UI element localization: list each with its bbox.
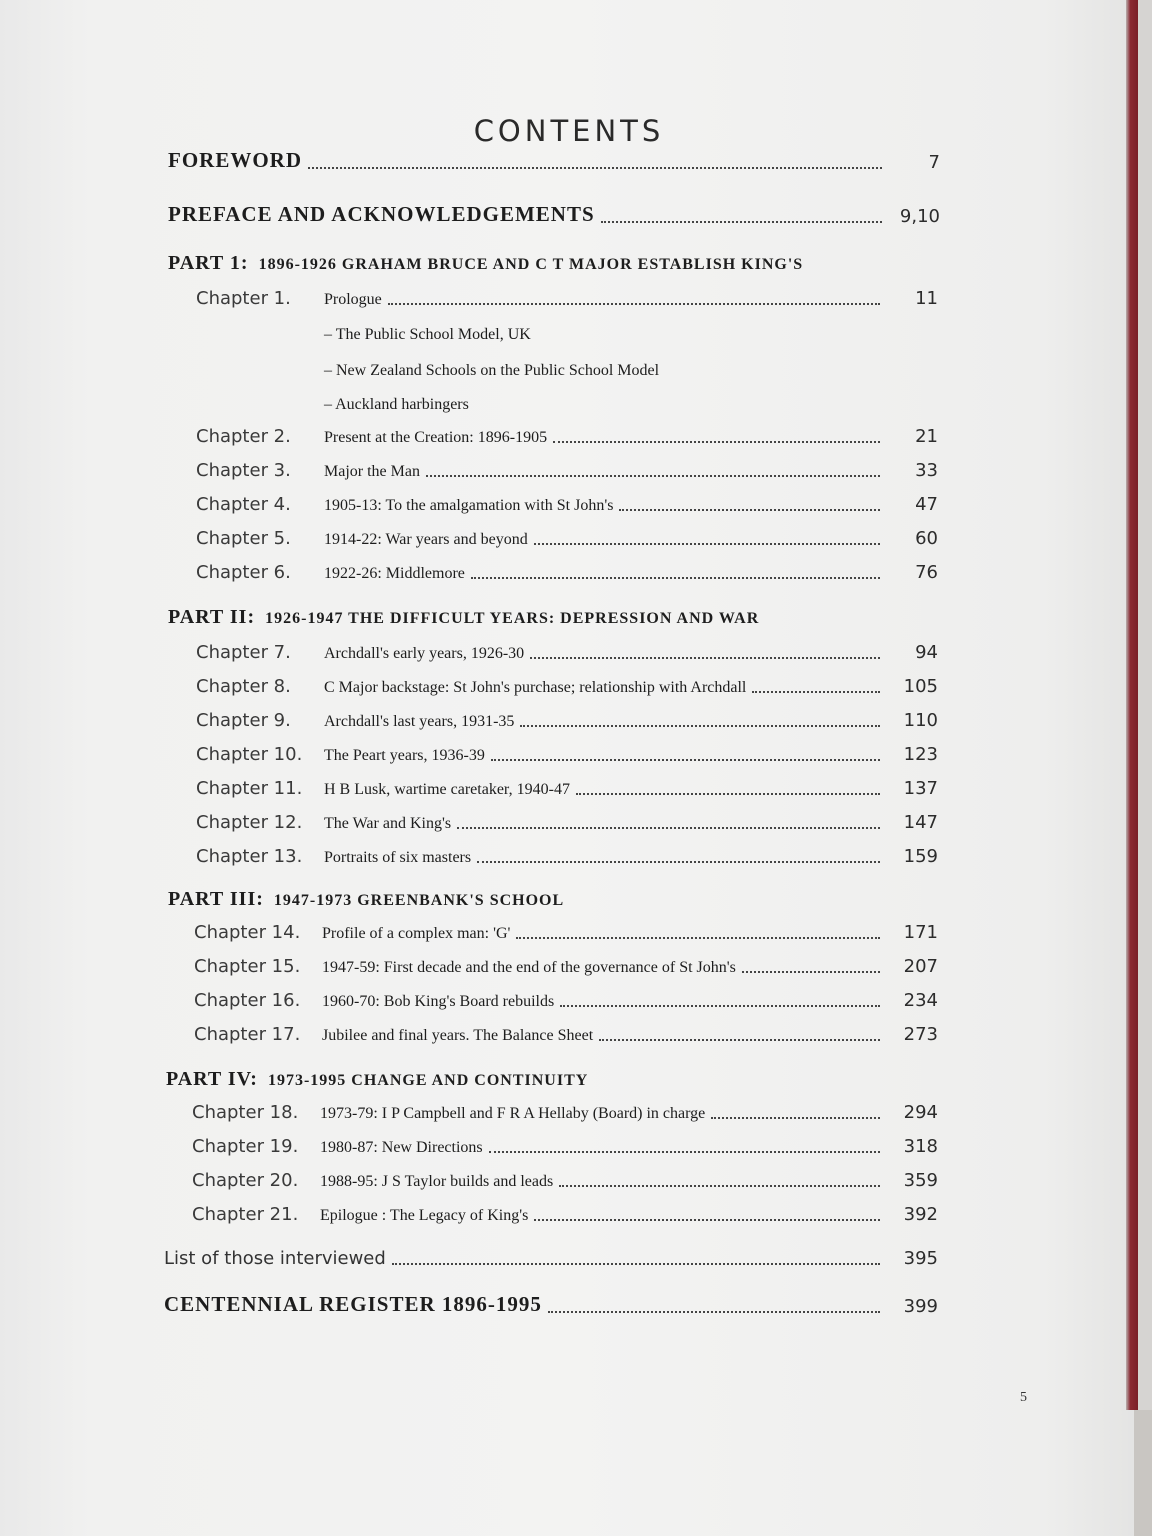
- chapter-label: Chapter 17.: [194, 1024, 301, 1045]
- chapter-label: Chapter 3.: [196, 460, 291, 481]
- chapter-title: H B Lusk, wartime caretaker, 1940-47: [324, 781, 570, 798]
- chapter-title: 1960-70: Bob King's Board rebuilds: [322, 993, 555, 1010]
- chapter-title: 1905-13: To the amalgamation with St John's: [324, 497, 614, 514]
- folio-page-number: 5: [1020, 1390, 1027, 1405]
- dot-leader: [489, 1151, 880, 1153]
- chapter-title: Archdall's early years, 1926-30: [324, 645, 525, 662]
- chapter-row: [196, 778, 938, 799]
- toc-page-number: 21: [915, 426, 938, 447]
- chapter-row: [192, 1102, 938, 1123]
- part-heading: [168, 606, 759, 629]
- chapter-title: Present at the Creation: 1896-1905: [324, 429, 548, 446]
- book-cover-edge: [1126, 0, 1138, 1410]
- chapter-title: 1973-79: I P Campbell and F R A Hellaby (Board) in charge: [320, 1105, 706, 1122]
- toc-entry-title: PREFACE AND ACKNOWLEDGEMENTS: [168, 202, 595, 226]
- toc-page-number: 234: [903, 990, 938, 1011]
- dot-leader: [477, 861, 880, 863]
- toc-page-number: 47: [915, 494, 938, 515]
- toc-page-number: 9,10: [899, 206, 940, 227]
- chapter-title: 1922-26: Middlemore: [324, 565, 465, 582]
- chapter-row: [196, 494, 938, 515]
- chapter-title: Portraits of six masters: [324, 849, 472, 866]
- part-label: PART IV:: [166, 1068, 258, 1090]
- toc-page-number: 105: [903, 676, 938, 697]
- chapter-label: Chapter 4.: [196, 494, 291, 515]
- chapter-title: The Peart years, 1936-39: [324, 747, 485, 764]
- dot-leader: [534, 1219, 880, 1221]
- dot-leader: [530, 657, 880, 659]
- chapter-row: [196, 812, 938, 833]
- chapter-row: [192, 1204, 938, 1225]
- chapter-label: Chapter 8.: [196, 676, 291, 697]
- part-title: 1973-1995 CHANGE AND CONTINUITY: [267, 1072, 589, 1089]
- dot-leader: [711, 1117, 880, 1119]
- chapter-row: [196, 426, 938, 447]
- toc-page-number: 273: [903, 1024, 938, 1045]
- chapter-row: [196, 642, 938, 663]
- dot-leader: [553, 441, 880, 443]
- chapter-subsection: – New Zealand Schools on the Public School Model: [324, 362, 660, 379]
- chapter-row: [194, 1024, 938, 1045]
- part-label: PART III:: [168, 888, 264, 910]
- chapter-title: Archdall's last years, 1931-35: [324, 713, 515, 730]
- toc-page-number: 76: [915, 562, 938, 583]
- dot-leader: [619, 509, 880, 511]
- chapter-subsection: – The Public School Model, UK: [324, 326, 531, 343]
- dot-leader: [560, 1005, 880, 1007]
- chapter-label: Chapter 19.: [192, 1136, 299, 1157]
- chapter-row: [196, 846, 938, 867]
- toc-page-number: 137: [903, 778, 938, 799]
- toc-page-number: 207: [903, 956, 938, 977]
- chapter-row: [196, 528, 938, 549]
- toc-register: [164, 1292, 938, 1317]
- chapter-title: Prologue: [324, 291, 382, 308]
- part-heading: [166, 1068, 588, 1091]
- chapter-label: Chapter 6.: [196, 562, 291, 583]
- chapter-row: [192, 1170, 938, 1191]
- dot-leader: [491, 759, 880, 761]
- chapter-title: Epilogue : The Legacy of King's: [320, 1207, 529, 1224]
- dot-leader: [426, 475, 880, 477]
- toc-page-number: 33: [915, 460, 938, 481]
- part-label: PART II:: [168, 606, 256, 628]
- chapter-title: Profile of a complex man: 'G': [322, 925, 511, 942]
- toc-page-number: 7: [928, 152, 940, 173]
- chapter-label: Chapter 7.: [196, 642, 291, 663]
- dot-leader: [392, 1263, 880, 1265]
- toc-preface: [168, 202, 940, 227]
- toc-page-number: 110: [903, 710, 938, 731]
- part-heading: [168, 888, 564, 911]
- chapter-row: [194, 990, 938, 1011]
- chapter-label: Chapter 14.: [194, 922, 301, 943]
- chapter-row: [196, 676, 938, 697]
- dot-leader: [308, 167, 882, 169]
- chapter-row: [194, 956, 938, 977]
- dot-leader: [516, 937, 880, 939]
- dot-leader: [388, 303, 880, 305]
- dot-leader: [520, 725, 880, 727]
- toc-page-number: 171: [903, 922, 938, 943]
- chapter-label: Chapter 16.: [194, 990, 301, 1011]
- chapter-row: [194, 922, 938, 943]
- part-title: 1947-1973 GREENBANK'S SCHOOL: [273, 892, 565, 909]
- dot-leader: [752, 691, 880, 693]
- chapter-label: Chapter 2.: [196, 426, 291, 447]
- chapter-label: Chapter 18.: [192, 1102, 299, 1123]
- chapter-label: Chapter 10.: [196, 744, 303, 765]
- chapter-row: [196, 460, 938, 481]
- chapter-row: [196, 710, 938, 731]
- chapter-subsection: – Auckland harbingers: [324, 396, 469, 413]
- dot-leader: [599, 1039, 880, 1041]
- chapter-label: Chapter 13.: [196, 846, 303, 867]
- toc-page-number: 11: [915, 288, 938, 309]
- chapter-title: 1947-59: First decade and the end of the governance of St John's: [322, 959, 736, 976]
- dot-leader: [548, 1311, 880, 1313]
- chapter-row: [196, 288, 938, 309]
- chapter-title: The War and King's: [324, 815, 452, 832]
- chapter-row: [196, 744, 938, 765]
- toc-page-number: 399: [903, 1296, 938, 1317]
- chapter-label: Chapter 1.: [196, 288, 291, 309]
- chapter-title: 1980-87: New Directions: [320, 1139, 483, 1156]
- dot-leader: [576, 793, 880, 795]
- toc-entry-title: CENTENNIAL REGISTER 1896-1995: [164, 1292, 542, 1316]
- chapter-label: Chapter 21.: [192, 1204, 299, 1225]
- part-title: 1896-1926 GRAHAM BRUCE AND C T MAJOR ESTABLISH KING'S: [258, 256, 804, 273]
- chapter-row: [192, 1136, 938, 1157]
- part-label: PART 1:: [168, 252, 249, 274]
- dot-leader: [471, 577, 880, 579]
- part-title: 1926-1947 THE DIFFICULT YEARS: DEPRESSION AND WAR: [265, 610, 760, 627]
- toc-page-number: 294: [903, 1102, 938, 1123]
- chapter-title: C Major backstage: St John's purchase; relationship with Archdall: [324, 679, 747, 696]
- dot-leader: [559, 1185, 880, 1187]
- toc-page-number: 359: [903, 1170, 938, 1191]
- toc-entry-title: FOREWORD: [168, 148, 302, 172]
- chapter-label: Chapter 20.: [192, 1170, 299, 1191]
- toc-page-number: 159: [903, 846, 938, 867]
- toc-page-number: 123: [903, 744, 938, 765]
- toc-page-number: 94: [915, 642, 938, 663]
- chapter-row: [196, 562, 938, 583]
- toc-interviewed: [164, 1248, 938, 1269]
- toc-page-number: 395: [903, 1248, 938, 1269]
- chapter-title: 1988-95: J S Taylor builds and leads: [320, 1173, 554, 1190]
- chapter-label: Chapter 11.: [196, 778, 303, 799]
- chapter-label: Chapter 5.: [196, 528, 291, 549]
- chapter-label: Chapter 15.: [194, 956, 301, 977]
- chapter-label: Chapter 12.: [196, 812, 303, 833]
- dot-leader: [457, 827, 880, 829]
- chapter-title: 1914-22: War years and beyond: [324, 531, 528, 548]
- chapter-title: Jubilee and final years. The Balance Sheet: [322, 1027, 594, 1044]
- chapter-label: Chapter 9.: [196, 710, 291, 731]
- page-title: CONTENTS: [473, 114, 665, 148]
- chapter-title: Major the Man: [324, 463, 420, 480]
- toc-entry-title: List of those interviewed: [164, 1248, 386, 1269]
- part-heading: [168, 252, 803, 275]
- table-surface: [1134, 1410, 1152, 1536]
- dot-leader: [742, 971, 880, 973]
- toc-page-number: 60: [915, 528, 938, 549]
- dot-leader: [534, 543, 880, 545]
- toc-page-number: 392: [903, 1204, 938, 1225]
- dot-leader: [601, 221, 882, 223]
- toc-foreword: [168, 148, 940, 173]
- toc-page-number: 147: [903, 812, 938, 833]
- toc-page-number: 318: [903, 1136, 938, 1157]
